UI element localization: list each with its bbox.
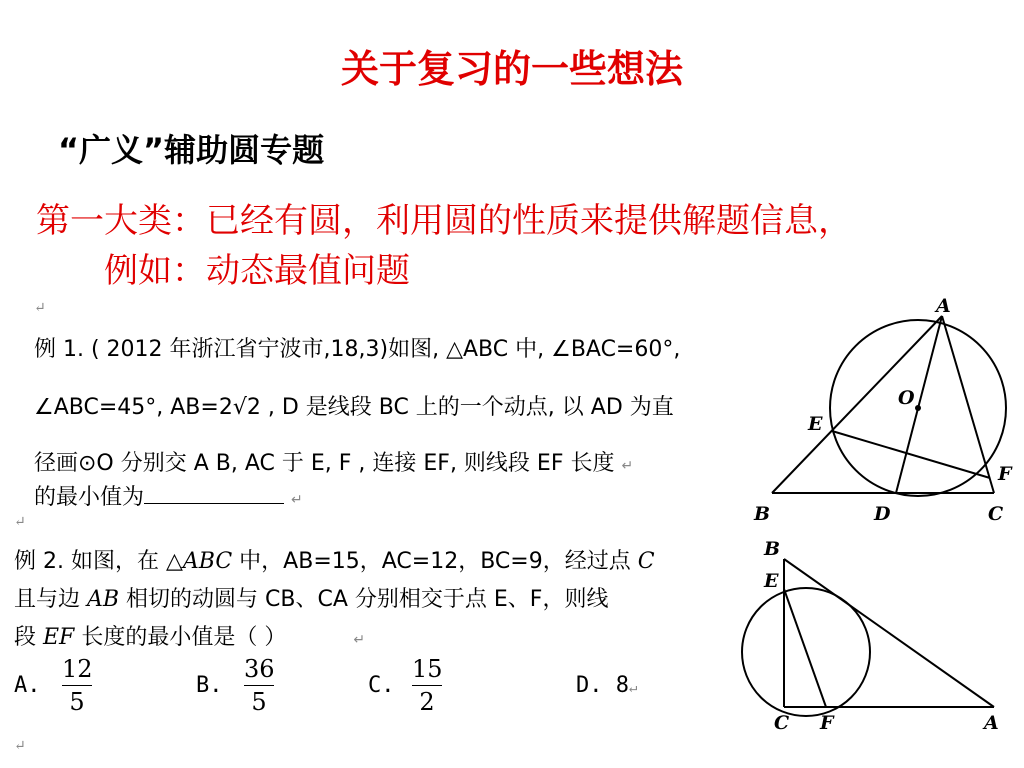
- example2-triangle-name: ABC: [182, 549, 233, 574]
- label-f: F: [998, 463, 1012, 485]
- label-d: D: [874, 503, 891, 525]
- example2-line2-text-a: 且与边: [14, 587, 87, 612]
- example1-line1: 例 1. ( 2012 年浙江省宁波市,18,3)如图, △ABC 中, ∠BAC=60°,: [34, 337, 681, 362]
- return-mark: ↵: [14, 514, 26, 530]
- label-f: F: [820, 712, 834, 734]
- label-b: B: [764, 538, 781, 560]
- answer-blank: [144, 485, 284, 504]
- option-c-label: C.: [368, 673, 395, 698]
- example2-side-ab: AB: [87, 587, 120, 612]
- example2-figure: [740, 535, 1020, 745]
- example1-line2: ∠ABC=45°, AB=2√2 , D 是线段 BC 上的一个动点, 以 AD 为直: [34, 395, 674, 420]
- option-a-denominator: 5: [69, 688, 85, 716]
- label-e: E: [764, 570, 779, 592]
- label-a: A: [936, 295, 951, 317]
- option-d-value: 8: [615, 673, 629, 698]
- option-a-label: A.: [14, 673, 41, 698]
- example2-line3-text-a: 段: [14, 625, 43, 650]
- slide-title: 关于复习的一些想法: [340, 47, 683, 91]
- example2-line2-text-b: 相切的动圆与 CB、CA 分别相交于点 E、F，则线: [119, 587, 609, 612]
- option-d: [576, 673, 637, 698]
- example1-line3: [34, 446, 633, 477]
- point-o: [915, 405, 921, 411]
- example1-figure: [750, 288, 1024, 528]
- example1-line4-text: 的最小值为: [34, 485, 145, 510]
- example1-line4: [34, 480, 303, 511]
- label-a: A: [984, 712, 999, 734]
- example2-line3: [14, 620, 365, 651]
- label-b: B: [754, 503, 771, 525]
- example2-segment-ef: EF: [43, 625, 75, 650]
- segment-ab: [784, 559, 994, 707]
- option-c-denominator: 2: [419, 688, 435, 716]
- option-b-denominator: 5: [251, 688, 267, 716]
- option-b-fraction: [244, 655, 274, 716]
- return-mark: ↵: [14, 738, 26, 754]
- category-line-1: 第一大类：已经有圆，利用圆的性质来提供解题信息，: [36, 201, 852, 241]
- return-mark: ↵: [353, 632, 366, 648]
- return-mark: ↵: [291, 492, 303, 508]
- option-c-fraction: [412, 655, 442, 716]
- return-mark: ↵: [621, 458, 634, 474]
- example2-line3-text-b: 长度的最小值是（ ）: [74, 625, 287, 650]
- example2-line1: [14, 544, 655, 575]
- option-d-label: D.: [576, 673, 603, 698]
- option-c-numerator: 15: [412, 655, 443, 683]
- label-e: E: [808, 413, 823, 435]
- segment-ef: [784, 589, 826, 707]
- option-a-fraction: [62, 655, 92, 716]
- return-mark: ↵: [34, 300, 46, 316]
- option-b-label: B.: [196, 673, 223, 698]
- return-mark: ↵: [629, 680, 638, 696]
- label-c: C: [774, 712, 790, 734]
- option-b-numerator: 36: [244, 655, 275, 683]
- label-c: C: [988, 503, 1004, 525]
- example2-line1-text-b: 中，AB=15，AC=12，BC=9，经过点: [232, 549, 638, 574]
- category-line-2: 例如：动态最值问题: [104, 251, 410, 291]
- label-o: O: [898, 387, 915, 409]
- option-a-numerator: 12: [62, 655, 93, 683]
- example2-point-c: C: [637, 549, 655, 574]
- segment-ab: [772, 316, 942, 493]
- example2-line2: [14, 582, 608, 613]
- example2-line1-text-a: 例 2. 如图，在 △: [14, 549, 183, 574]
- slide-subtitle: “广义”辅助圆专题: [58, 131, 325, 169]
- example1-line3-text: 径画⊙O 分别交 A B, AC 于 E, F , 连接 EF, 则线段 EF 长度: [34, 451, 615, 476]
